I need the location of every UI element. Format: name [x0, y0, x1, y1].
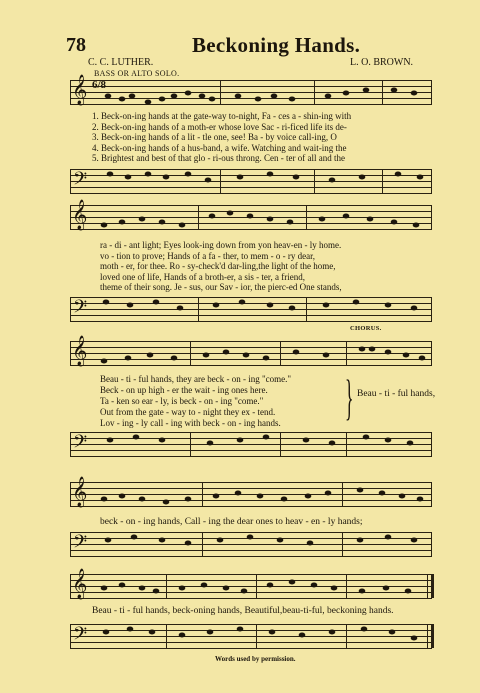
verse-1-line2: ra - di - ant light; Eyes look-ing down from yon heav-en - ly home.: [100, 240, 342, 250]
treble-clef-icon: 𝄞: [72, 336, 88, 365]
verse-4-line2: loved one of life, Hands of a broth-er, a sis - ter, a friend,: [100, 271, 305, 282]
notes-bass-4: [70, 527, 432, 567]
notes-staff-4: [70, 477, 432, 517]
treble-clef-icon: 𝄞: [72, 569, 88, 598]
notes-bass-5: [70, 619, 432, 659]
lyric-line-4: beck - on - ing hands, Call - ing the dear ones to heav - en - ly hands;: [100, 517, 363, 527]
bass-clef-icon: 𝄢: [73, 431, 88, 456]
chorus-verse-1: Beau - ti - ful hands, they are beck - on - ing "come.": [100, 374, 292, 384]
chorus-refrain: Beau - ti - ful hands,: [357, 389, 436, 399]
hymn-number: 78: [66, 34, 86, 56]
treble-clef-icon: 𝄞: [72, 477, 88, 506]
chorus-verse-4: Out from the gate - way to - night they ex - tend.: [100, 407, 276, 417]
lyric-line-5: Beau - ti - ful hands, beck-oning hands, Beautiful,beau-ti-ful, beckoning hands.: [92, 606, 394, 616]
notes-staff-3: [70, 336, 432, 376]
verse-5-line2: theme of their song. Je - sus, our Sav - ior, the pierc-ed One stands,: [100, 282, 342, 292]
composer-credit: L. O. BROWN.: [350, 57, 414, 68]
time-signature: 6/8: [92, 79, 107, 91]
notes-staff-1: [70, 74, 432, 114]
verse-1-line1: 1. Beck-on-ing hands at the gate-way to-night, Fa - ces a - shin-ing with: [92, 111, 352, 121]
notes-bass-3: [70, 427, 432, 467]
chorus-verse-block: [100, 374, 291, 429]
notes-staff-5: [70, 569, 432, 609]
hymn-title: Beckoning Hands.: [192, 33, 361, 57]
chorus-verse-3: Ta - ken so ear - ly, is beck - on - ing "come.": [100, 396, 264, 406]
chorus-label: CHORUS.: [350, 325, 382, 332]
verse-block-line1: [92, 111, 351, 164]
notes-staff-2: [70, 200, 432, 240]
chorus-verse-5: Lov - ing - ly call - ing with beck - on - ing hands.: [100, 418, 281, 428]
notes-bass-1: [70, 164, 432, 204]
bass-clef-icon: 𝄢: [73, 531, 88, 556]
bass-clef-icon: 𝄢: [73, 296, 88, 321]
bass-clef-icon: 𝄢: [73, 168, 88, 193]
chorus-verse-2: Beck - on up high - er the wait - ing ones here.: [100, 385, 268, 395]
verse-2-line2: vo - tion to prove; Hands of a fa - ther, to mem - o - ry dear,: [100, 250, 315, 261]
verse-3-line1: 3. Beck-on-ing hands of a lit - tle one, see! Ba - by voice call-ing, O: [92, 132, 337, 142]
verse-block-line2: [100, 240, 342, 293]
treble-clef-icon: 𝄞: [72, 75, 88, 104]
treble-clef-icon: 𝄞: [72, 200, 88, 229]
verse-3-line2: moth - er, for thee. Ro - sy-check'd dar-ling,the light of the home,: [100, 261, 336, 271]
author-credit: C. C. LUTHER.: [88, 57, 154, 68]
verse-4-line1: 4. Beck-on-ing hands of a hus-band, a wife. Watching and wait-ing the: [92, 142, 347, 153]
voice-note: BASS OR ALTO SOLO.: [94, 69, 180, 78]
verse-5-line1: 5. Brightest and best of that glo - ri-ous throng. Cen - ter of all and the: [92, 153, 345, 163]
bass-clef-icon: 𝄢: [73, 623, 88, 648]
footer-note: Words used by permission.: [215, 655, 296, 663]
verse-2-line1: 2. Beck-on-ing hands of a moth-er whose love Sac - ri-ficed life its de-: [92, 121, 347, 132]
verse-bracket: }: [345, 369, 354, 425]
